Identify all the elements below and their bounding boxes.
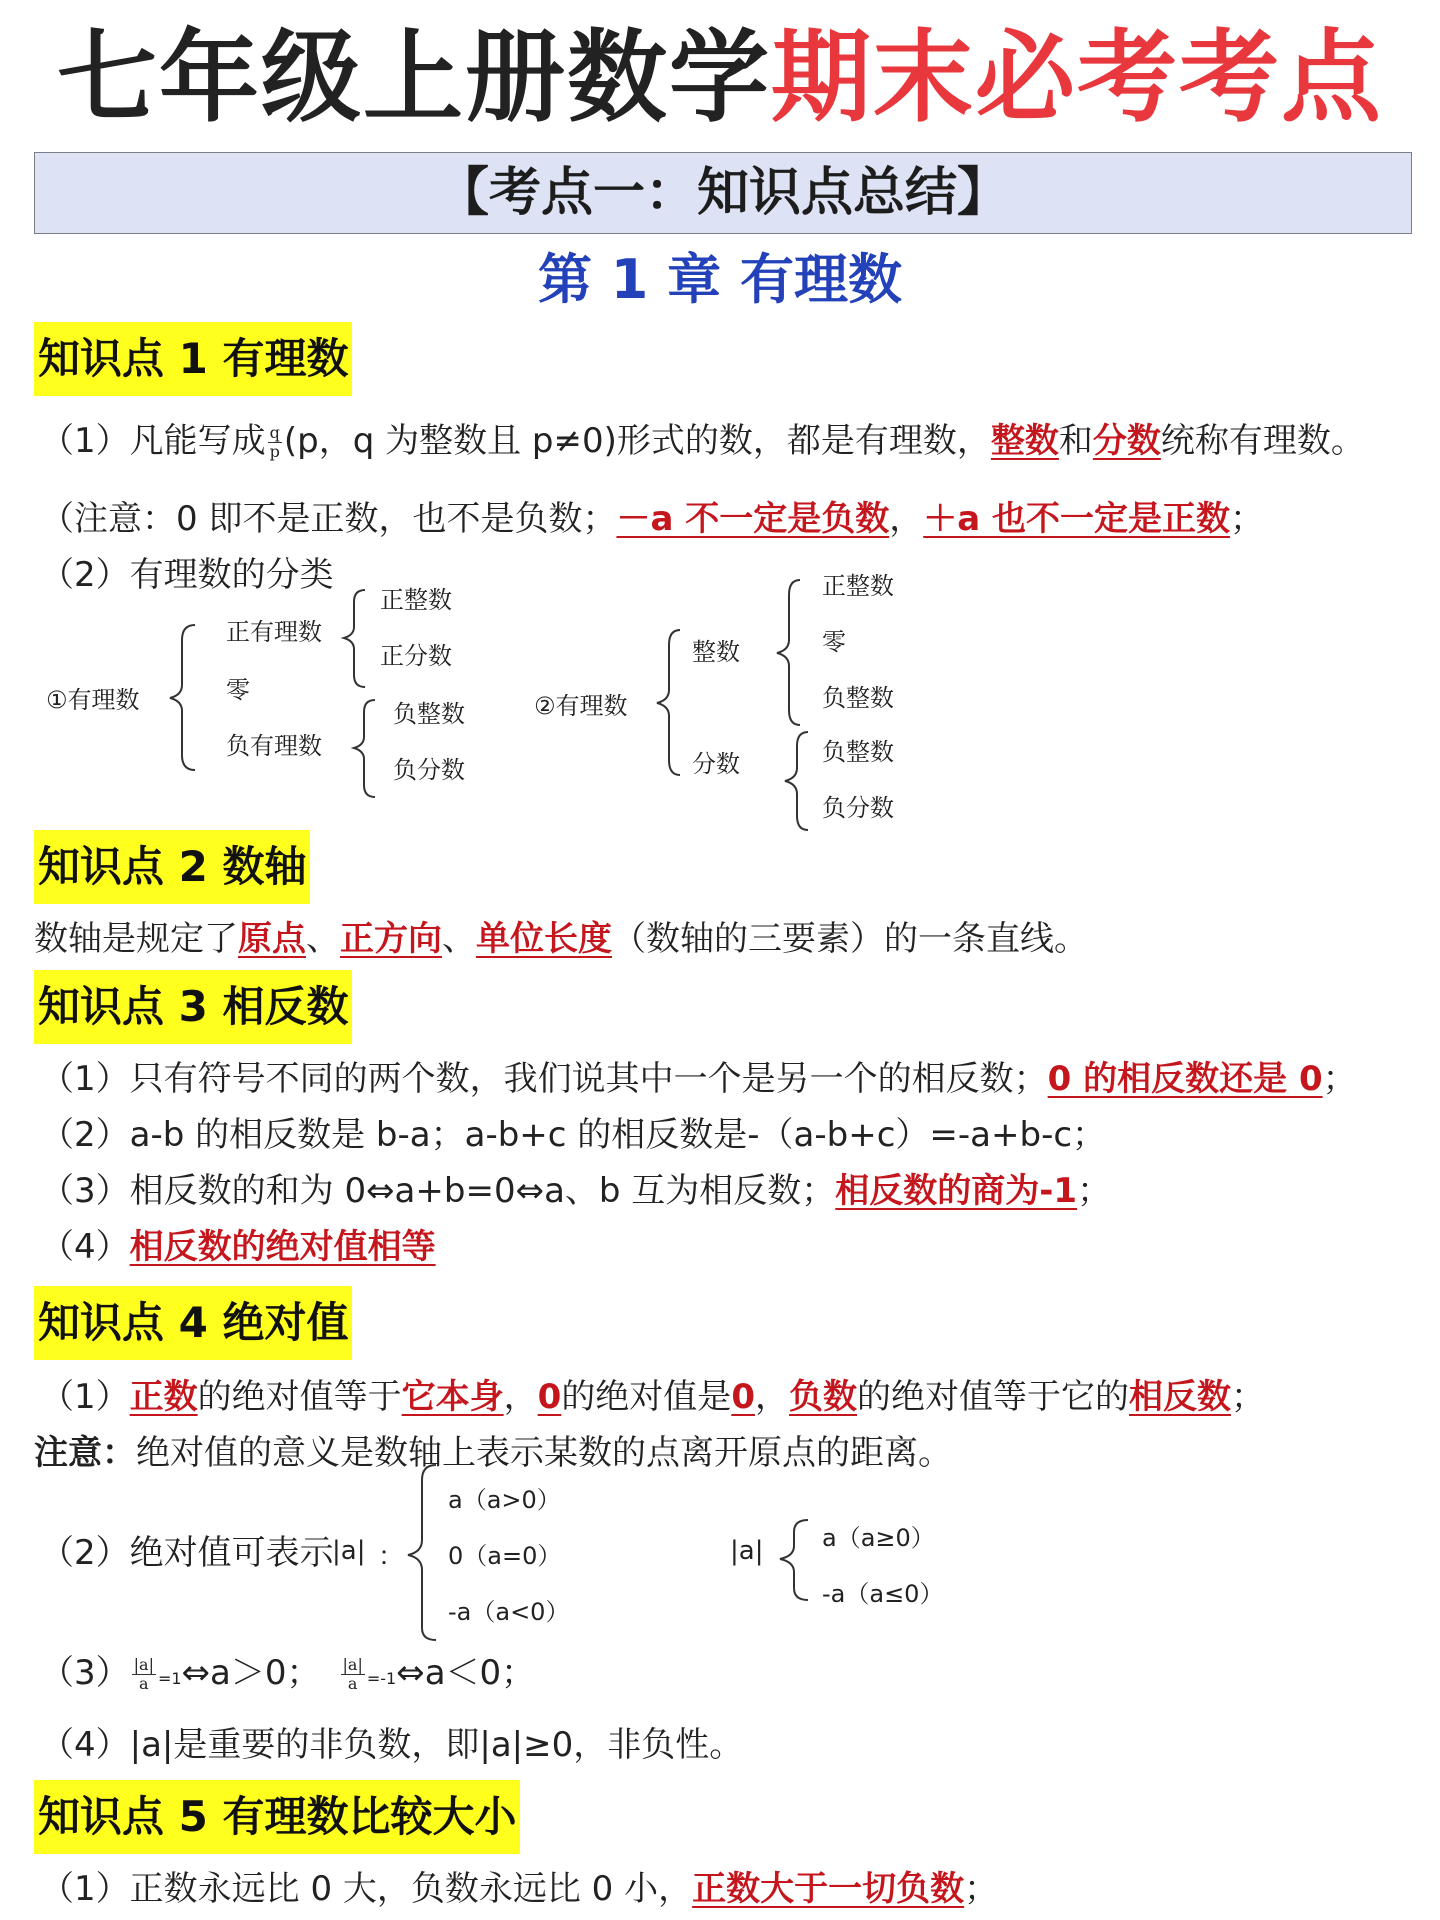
tree1-root: ①有理数 bbox=[46, 686, 140, 714]
text: 的绝对值是 bbox=[561, 1377, 732, 1417]
text: =-1 bbox=[366, 1669, 397, 1688]
highlight: 正数 bbox=[129, 1377, 198, 1417]
text: （1） bbox=[40, 1377, 130, 1417]
highlight: 相反数的绝对值相等 bbox=[129, 1227, 436, 1267]
text: ； bbox=[1322, 1059, 1357, 1099]
tree2-branch: 分数 bbox=[692, 750, 740, 778]
kp1-line2: （2）有理数的分类 bbox=[40, 555, 334, 595]
frac-den: a bbox=[139, 1674, 149, 1693]
highlight: 0 bbox=[537, 1377, 562, 1417]
kp1-line1 bbox=[40, 416, 1365, 466]
highlight: 分数 bbox=[1092, 421, 1161, 461]
highlight: －a 不一定是负数 bbox=[616, 499, 890, 539]
highlight: 单位长度 bbox=[476, 919, 612, 959]
kp4-line1 bbox=[40, 1372, 1265, 1422]
tree1-branch: 正有理数 bbox=[226, 618, 322, 646]
text-clipped: 示 bbox=[299, 1533, 334, 1573]
tree2-leaf: 正整数 bbox=[822, 572, 894, 600]
brace-tree1-negative bbox=[354, 700, 375, 797]
text: ； bbox=[1230, 1377, 1265, 1417]
highlight: 负数 bbox=[788, 1377, 857, 1417]
kp3-heading: 知识点 3 相反数 bbox=[34, 970, 352, 1044]
abs-colon: ： bbox=[378, 1542, 405, 1572]
highlight: 0 的相反数还是 0 bbox=[1047, 1059, 1323, 1099]
text: （3） bbox=[40, 1653, 130, 1693]
highlight: ＋a 也不一定是正数 bbox=[923, 499, 1231, 539]
text: （1）凡能写成 bbox=[40, 421, 266, 461]
fraction-abs-a-over-a bbox=[341, 1656, 365, 1693]
abs-case: -a（a<0） bbox=[448, 1598, 570, 1626]
text: 和 bbox=[1058, 421, 1093, 461]
text: 绝对值的意义是数轴上表示某数的点离开原点的距离。 bbox=[136, 1433, 952, 1473]
page-title bbox=[0, 18, 1440, 138]
highlight: 整数 bbox=[990, 421, 1059, 461]
abs-case: a（a>0） bbox=[448, 1486, 561, 1514]
title-highlight: 期末必考考点 bbox=[771, 19, 1383, 136]
text: ； bbox=[964, 1869, 999, 1909]
brace-tree1-root bbox=[170, 625, 195, 770]
text: （数轴的三要素）的一条直线。 bbox=[612, 919, 1088, 959]
kp2-line bbox=[34, 914, 1088, 964]
frac-den: p bbox=[269, 442, 280, 461]
highlight: 0 bbox=[731, 1377, 755, 1417]
text: （1）只有符号不同的两个数，我们说其中一个是另一个的相反数； bbox=[40, 1059, 1048, 1099]
brace-tree2-fraction bbox=[785, 732, 808, 830]
text: 、 bbox=[306, 919, 340, 959]
tree2-branch: 整数 bbox=[692, 638, 740, 666]
text: 数轴是规定了 bbox=[34, 919, 238, 959]
text: ⇔a＞0； bbox=[181, 1653, 321, 1693]
note-label: 注意： bbox=[34, 1433, 136, 1473]
abs-case: -a（a≤0） bbox=[822, 1580, 944, 1608]
text: ， bbox=[889, 499, 924, 539]
tree2-leaf: 负分数 bbox=[822, 794, 894, 822]
tree2-leaf: 负整数 bbox=[822, 684, 894, 712]
text: ⇔a＜0； bbox=[396, 1653, 536, 1693]
tree2-leaf: 零 bbox=[822, 628, 846, 656]
text: ， bbox=[503, 1377, 538, 1417]
text: （1）正数永远比 0 大，负数永远比 0 小， bbox=[40, 1869, 693, 1909]
kp2-heading: 知识点 2 数轴 bbox=[34, 830, 310, 904]
tree2-root: ②有理数 bbox=[534, 692, 628, 720]
kp1-heading: 知识点 1 有理数 bbox=[34, 322, 352, 396]
tree1-branch: 负有理数 bbox=[226, 732, 322, 760]
tree1-leaf: 负分数 bbox=[393, 756, 465, 784]
kp4-heading: 知识点 4 绝对值 bbox=[34, 1286, 352, 1360]
abs-label-2: |a| bbox=[730, 1536, 764, 1566]
tree1-branch: 零 bbox=[226, 676, 250, 704]
abs-case: 0（a=0） bbox=[448, 1542, 562, 1570]
chapter-heading: 第 1 章 有理数 bbox=[538, 248, 902, 311]
highlight: 正方向 bbox=[340, 919, 442, 959]
kp4-line3 bbox=[40, 1648, 535, 1704]
frac-num: |a| bbox=[133, 1655, 154, 1674]
kp1-note bbox=[40, 494, 1264, 544]
frac-num: |a| bbox=[342, 1655, 363, 1674]
text: 、 bbox=[442, 919, 476, 959]
brace-abs-cases-1 bbox=[408, 1465, 436, 1640]
highlight: 它本身 bbox=[401, 1377, 504, 1417]
brace-tree2-integer bbox=[777, 580, 800, 725]
brace-abs-cases-2 bbox=[780, 1520, 808, 1600]
kp4-line4: （4）|a|是重要的非负数，即|a|≥0，非负性。 bbox=[40, 1725, 744, 1765]
section-banner: 【考点一：知识点总结】 bbox=[34, 152, 1412, 234]
text: 统称有理数。 bbox=[1160, 421, 1365, 461]
kp3-line2: （2）a-b 的相反数是 b-a；a-b+c 的相反数是-（a-b+c）=-a+b-c； bbox=[40, 1115, 1107, 1155]
text: ； bbox=[1077, 1171, 1112, 1211]
tree2-leaf: 负整数 bbox=[822, 738, 894, 766]
text: ； bbox=[1230, 499, 1265, 539]
highlight: 原点 bbox=[238, 919, 306, 959]
text: (p，q 为整数且 p≠0)形式的数，都是有理数， bbox=[283, 421, 991, 461]
tree1-leaf: 负整数 bbox=[393, 700, 465, 728]
abs-label-1: |a| bbox=[332, 1536, 366, 1566]
abs-case: a（a≥0） bbox=[822, 1524, 935, 1552]
classification-tree-braces bbox=[0, 560, 1440, 840]
kp5-heading: 知识点 5 有理数比较大小 bbox=[34, 1780, 520, 1854]
kp3-line3 bbox=[40, 1166, 1111, 1216]
kp5-line1 bbox=[40, 1864, 998, 1914]
text: （2）绝对值可表 bbox=[40, 1533, 300, 1573]
frac-num: q bbox=[269, 423, 280, 442]
brace-tree2-root bbox=[657, 630, 680, 775]
text: 的绝对值等于 bbox=[197, 1377, 402, 1417]
text: =1 bbox=[157, 1669, 182, 1688]
text: （注意：0 即不是正数，也不是负数； bbox=[40, 499, 617, 539]
highlight: 相反数的商为-1 bbox=[835, 1171, 1078, 1211]
title-main: 七年级上册数学 bbox=[57, 19, 771, 136]
text: 的绝对值等于它的 bbox=[856, 1377, 1129, 1417]
kp3-line4 bbox=[40, 1222, 436, 1272]
text: ， bbox=[754, 1377, 789, 1417]
abs-value-braces bbox=[0, 1460, 1440, 1640]
highlight: 相反数 bbox=[1128, 1377, 1231, 1417]
brace-tree1-positive bbox=[344, 590, 365, 687]
kp3-line1 bbox=[40, 1054, 1357, 1104]
fraction-abs-a-over-a bbox=[132, 1656, 156, 1693]
text: （3）相反数的和为 0⇔a+b=0⇔a、b 互为相反数； bbox=[40, 1171, 836, 1211]
frac-den: a bbox=[347, 1674, 358, 1693]
tree1-leaf: 正分数 bbox=[380, 642, 452, 670]
text: （4） bbox=[40, 1227, 130, 1267]
fraction-q-over-p bbox=[268, 424, 282, 461]
tree1-leaf: 正整数 bbox=[380, 586, 452, 614]
highlight: 正数大于一切负数 bbox=[692, 1869, 965, 1909]
